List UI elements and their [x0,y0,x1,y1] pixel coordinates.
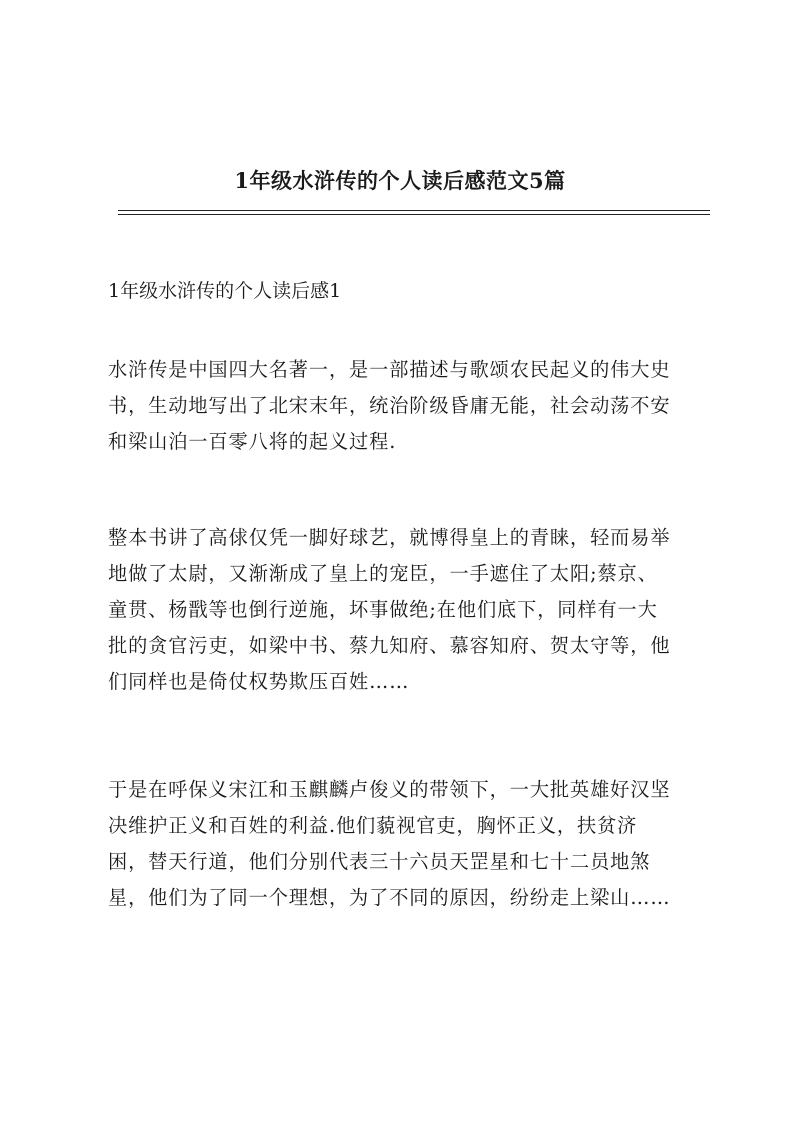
paragraph-line: 于是在呼保义宋江和玉麒麟卢俊义的带领下，一大批英雄好汉坚 [108,778,671,801]
paragraph-line: 书，生动地写出了北宋末年，统治阶级昏庸无能，社会动荡不安 [108,394,671,417]
paragraph-line: 整本书讲了高俅仅凭一脚好球艺，就博得皇上的青睐，轻而易举 [108,526,671,549]
paragraph-2 [108,520,708,700]
paragraph-line: 困，替天行道，他们分别代表三十六员天罡星和七十二员地煞 [108,850,651,873]
paragraph-line: 地做了太尉，又渐渐成了皇上的宠臣，一手遮住了太阳;蔡京、 [108,562,658,585]
document-title: 1年级水浒传的个人读后感范文5篇 [234,168,566,193]
paragraph-line: 星，他们为了同一个理想，为了不同的原因，纷纷走上梁山…… [108,886,671,909]
title-divider-top [118,210,710,211]
paragraph-line: 批的贪官污吏，如梁中书、蔡九知府、慕容知府、贺太守等，他 [108,634,671,657]
paragraph-line: 水浒传是中国四大名著一，是一部描述与歌颂农民起义的伟大史 [108,358,671,381]
title-divider-bottom [118,214,710,215]
paragraph-line: 决维护正义和百姓的利益.他们藐视官吏，胸怀正义，扶贫济 [108,814,638,837]
paragraph-line: 和梁山泊一百零八将的起义过程. [108,430,397,453]
paragraph-1 [108,352,708,460]
paragraph-3 [108,772,708,916]
paragraph-line: 童贯、杨戬等也倒行逆施，坏事做绝;在他们底下，同样有一大 [108,598,658,621]
paragraph-line: 们同样也是倚仗权势欺压百姓…… [108,670,410,693]
section-heading: 1年级水浒传的个人读后感1 [108,280,342,302]
